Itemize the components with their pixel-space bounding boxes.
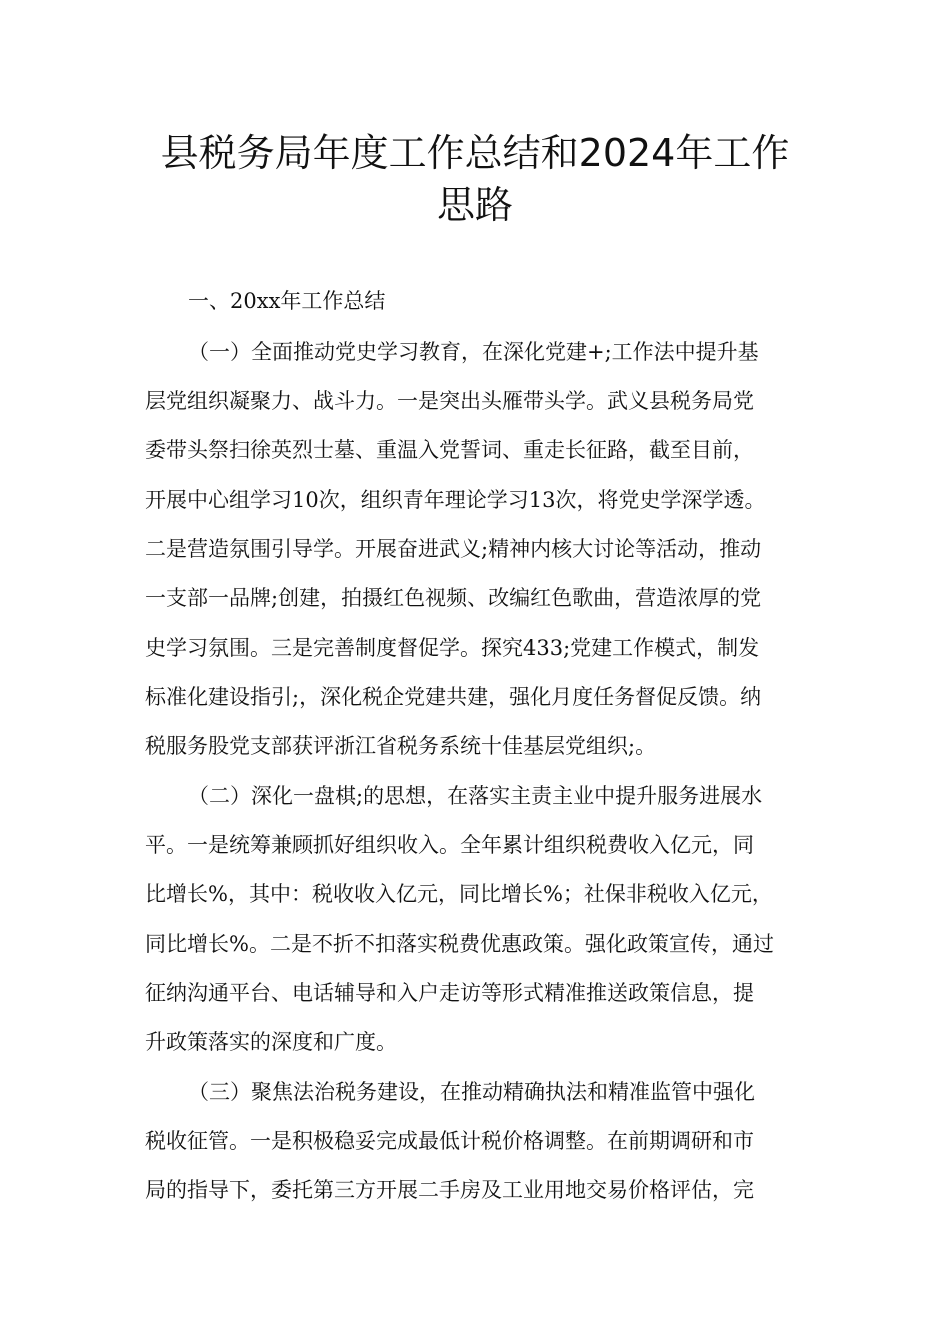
paragraph-line: 二是营造氛围引导学。开展奋进武义;精神内核大讨论等活动，推动 xyxy=(145,537,762,561)
paragraph-line: 同比增长%。二是不折不扣落实税费优惠政策。强化政策宣传，通过 xyxy=(145,932,774,956)
document-title-line-2: 思路 xyxy=(436,183,513,227)
paragraph-line: 委带头祭扫徐英烈士墓、重温入党誓词、重走长征路，截至目前， xyxy=(145,438,754,462)
paragraph-line: 税服务股党支部获评浙江省税务系统十佳基层党组织;。 xyxy=(145,734,657,758)
paragraph-line: 征纳沟通平台、电话辅导和入户走访等形式精准推送政策信息，提 xyxy=(145,981,754,1005)
paragraph-line: （二）深化一盘棋;的思想，在落实主责主业中提升服务进展水 xyxy=(188,784,763,808)
paragraph-line: （三）聚焦法治税务建设，在推动精确执法和精准监管中强化 xyxy=(188,1080,755,1104)
paragraph-line: 税收征管。一是积极稳妥完成最低计税价格调整。在前期调研和市 xyxy=(145,1129,754,1153)
paragraph-line: （一）全面推动党史学习教育，在深化党建+;工作法中提升基 xyxy=(188,340,759,364)
section-heading: 一、20xx年工作总结 xyxy=(188,289,386,313)
paragraph-line: 升政策落实的深度和广度。 xyxy=(145,1030,397,1054)
paragraph-line: 史学习氛围。三是完善制度督促学。探究433;党建工作模式，制发 xyxy=(145,636,760,660)
document-title-line-1: 县税务局年度工作总结和2024年工作 xyxy=(160,131,790,175)
paragraph-line: 平。一是统筹兼顾抓好组织收入。全年累计组织税费收入亿元，同 xyxy=(145,833,754,857)
paragraph-line: 比增长%，其中：税收收入亿元，同比增长%；社保非税收入亿元， xyxy=(145,882,773,906)
paragraph-line: 一支部一品牌;创建，拍摄红色视频、改编红色歌曲，营造浓厚的党 xyxy=(145,586,762,610)
paragraph-line: 层党组织凝聚力、战斗力。一是突出头雁带头学。武义县税务局党 xyxy=(145,389,754,413)
paragraph-line: 局的指导下，委托第三方开展二手房及工业用地交易价格评估，完 xyxy=(145,1178,754,1202)
paragraph-line: 标准化建设指引;，深化税企党建共建，强化月度任务督促反馈。纳 xyxy=(145,685,762,709)
paragraph-line: 开展中心组学习10次，组织青年理论学习13次，将党史学深学透。 xyxy=(145,488,766,512)
